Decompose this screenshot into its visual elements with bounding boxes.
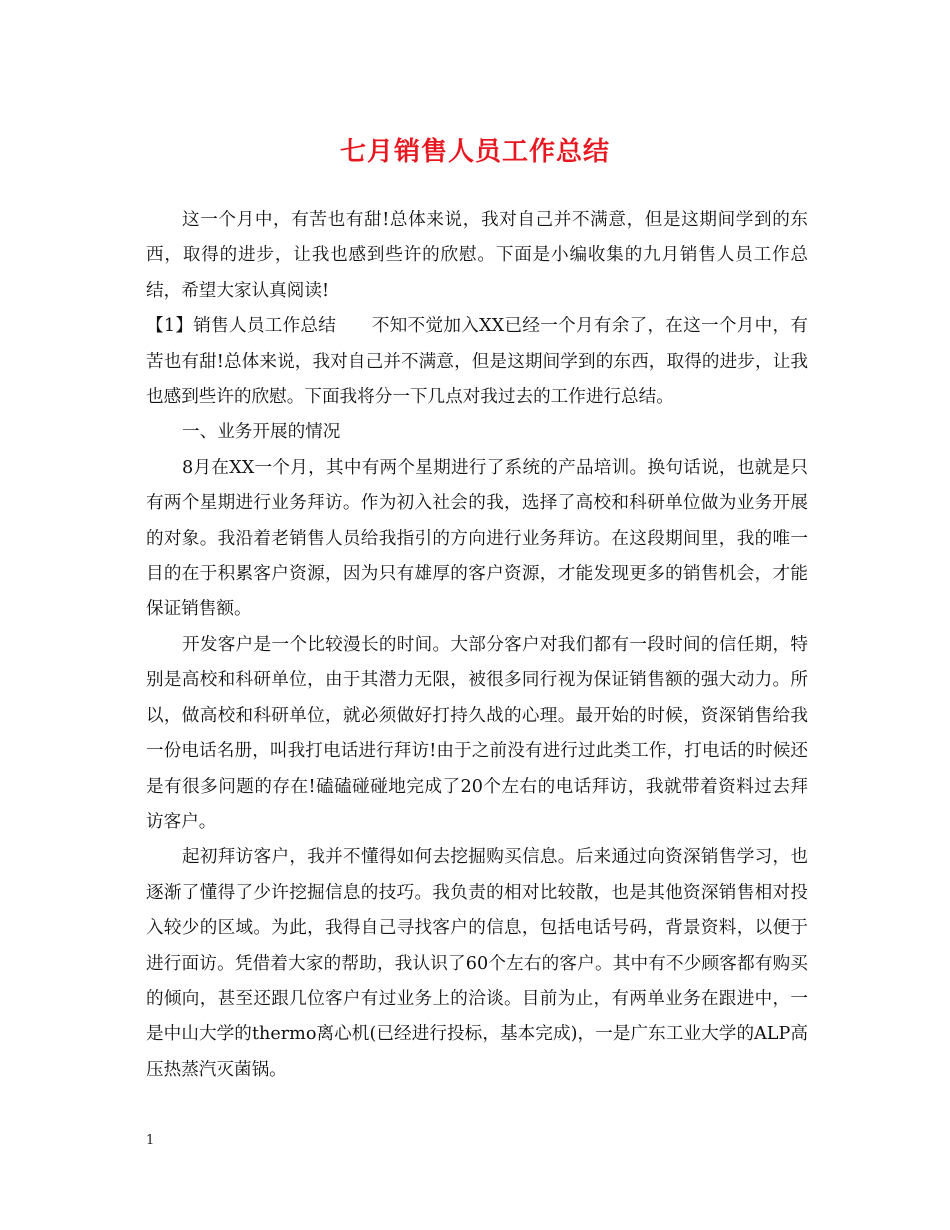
section-heading: 一、业务开展的情况 [182, 422, 341, 443]
page-title: 七月销售人员工作总结 [339, 137, 610, 167]
body-paragraph: 起初拜访客户，我并不懂得如何去挖掘购买信息。后来通过向资深销售学习，也逐渐了懂得了少许挖掘信息的技巧。我负责的相对比较散，也是其他资深销售相对投入较少的区域。为此，我得自己寻找客户的信息，包括电话号码，背景资料，以便于进行面访。凭借着大家的帮助，我认识了60个左右的客户。其中有不少顾客都有购买的倾向，甚至还跟几位客户有过业务上的洽谈。目前为止，有两单业务在跟进中，一是中山大学的thermo离心机(已经进行投标，基本完成)，一是广东工业大学的ALP高压热蒸汽灭菌锅。 [146, 847, 808, 1080]
body-paragraph: 8月在XX一个月，其中有两个星期进行了系统的产品培训。换句话说，也就是只有两个星期进行业务拜访。作为初入社会的我，选择了高校和科研单位做为业务开展的对象。我沿着老销售人员给我指引的方向进行业务拜访。在这段期间里，我的唯一目的在于积累客户资源，因为只有雄厚的客户资源，才能发现更多的销售机会，才能保证销售额。 [146, 457, 808, 620]
intro-paragraph: 这一个月中，有苦也有甜!总体来说，我对自己并不满意，但是这期间学到的东西，取得的进步，让我也感到些许的欣慰。下面是小编收集的九月销售人员工作总结，希望大家认真阅读! [146, 210, 808, 301]
document-body [146, 203, 808, 1088]
section-1-paragraph: 【1】销售人员工作总结 不知不觉加入XX已经一个月有余了，在这一个月中，有苦也有甜!总体来说，我对自己并不满意，但是这期间学到的东西，取得的进步，让我也感到些许的欣慰。下面我将分一下几点对我过去的工作进行总结。 [146, 316, 808, 408]
page-number: 1 [146, 1133, 155, 1148]
body-paragraph: 开发客户是一个比较漫长的时间。大部分客户对我们都有一段时间的信任期，特别是高校和科研单位，由于其潜力无限，被很多同行视为保证销售额的强大动力。所以，做高校和科研单位，就必须做好打持久战的心理。最开始的时候，资深销售给我一份电话名册，叫我打电话进行拜访!由于之前没有进行过此类工作，打电话的时候还是有很多问题的存在!磕磕碰碰地完成了20个左右的电话拜访，我就带着资料过去拜访客户。 [146, 634, 808, 832]
